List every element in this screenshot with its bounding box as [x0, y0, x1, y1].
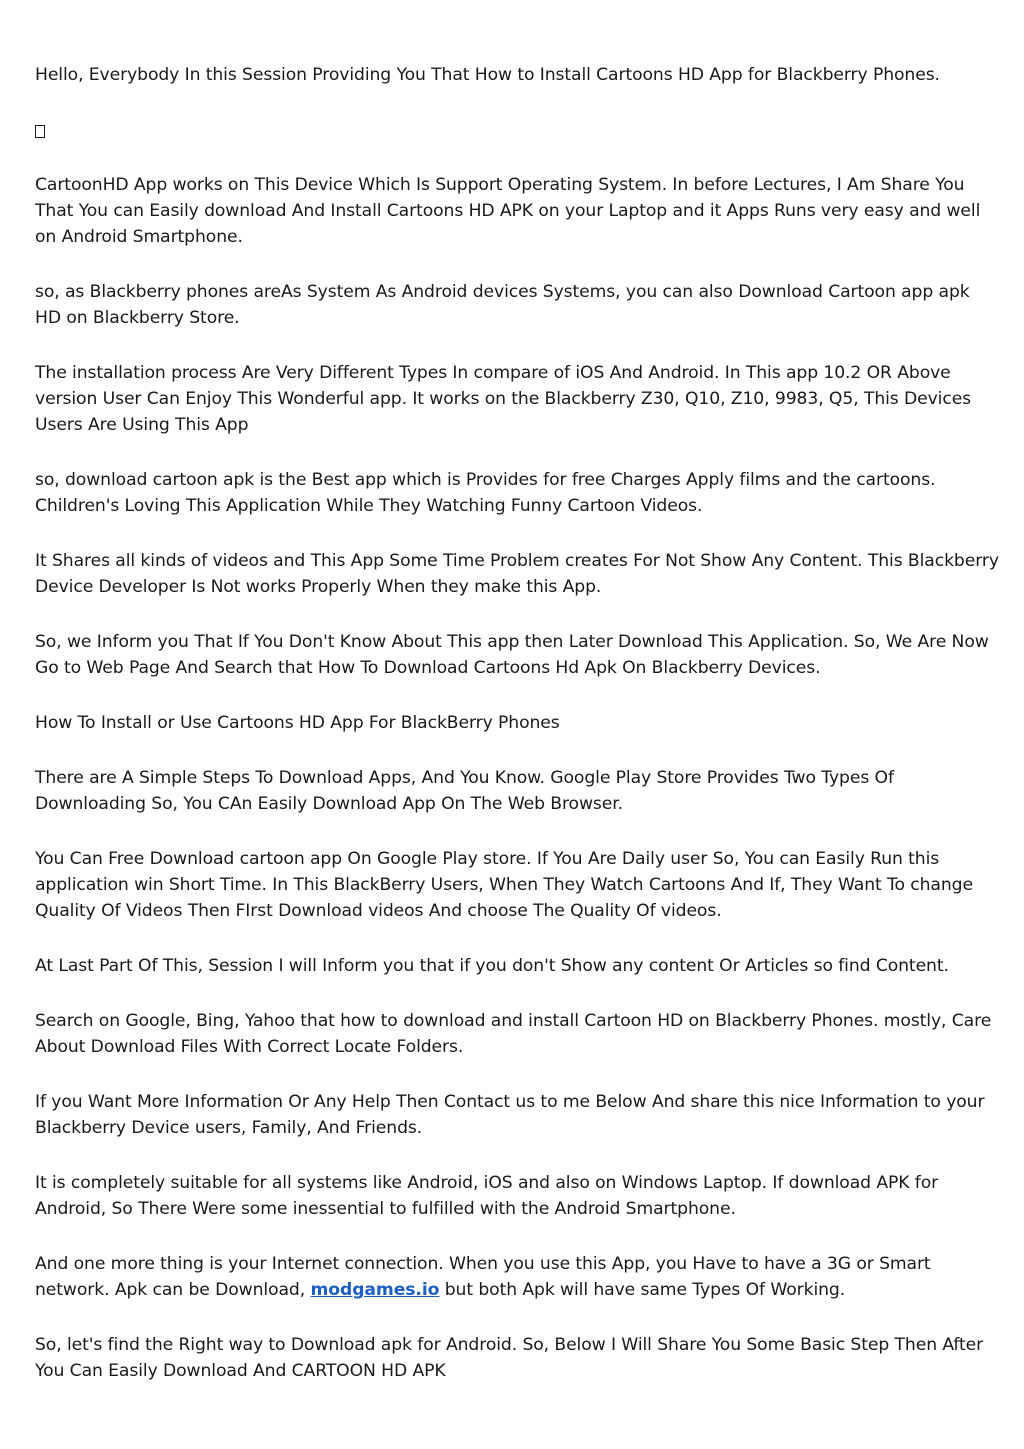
paragraph-2: CartoonHD App works on This Device Which Is Support Operating System. In before Lectures, I Am Share You That You can Easily download And Install Cartoons HD APK on your Laptop and it Apps Runs very easy and well on Android Smartphone. [35, 175, 981, 247]
paragraph-4: The installation process Are Very Different Types In compare of iOS And Android. In This app 10.2 OR Above version User Can Enjoy This Wonderful app. It works on the Blackberry Z30, Q10, Z10, 9983, Q5, This Devices Users Are Using This App [35, 363, 972, 435]
paragraph-9: There are A Simple Steps To Download Apps, And You Know. Google Play Store Provides Two Types Of Downloading So, You CAn Easily Download App On The Web Browser. [35, 768, 894, 814]
paragraph-6: It Shares all kinds of videos and This App Some Time Problem creates For Not Show Any Content. This Blackberry Device Developer Is Not works Properly When they make this App. [35, 551, 999, 597]
section-heading: How To Install or Use Cartoons HD App For BlackBerry Phones [35, 713, 560, 733]
placeholder-glyph [35, 117, 1000, 143]
modgames-link[interactable]: modgames.io [310, 1280, 440, 1300]
paragraph-15 [35, 1251, 1000, 1303]
paragraph-7: So, we Inform you That If You Don't Know About This app then Later Download This Application. So, We Are Now Go to Web Page And Search that How To Download Cartoons Hd Apk On Blackberry Devices. [35, 632, 989, 678]
paragraph-11: At Last Part Of This, Session I will Inform you that if you don't Show any content Or Articles so find Content. [35, 956, 949, 976]
paragraph-intro: Hello, Everybody In this Session Providing You That How to Install Cartoons HD App for Blackberry Phones. [35, 65, 940, 85]
paragraph-3: so, as Blackberry phones areAs System As Android devices Systems, you can also Download Cartoon app apk HD on Blackberry Store. [35, 282, 970, 328]
paragraph-15-text-before: And one more thing is your Internet connection. When you use this App, you Have to have a 3G or Smart network. Apk can be Download, [35, 1254, 931, 1300]
paragraph-15-text-after: but both Apk will have same Types Of Working. [444, 1280, 846, 1300]
paragraph-16: So, let's find the Right way to Download apk for Android. So, Below I Will Share You Some Basic Step Then After You Can Easily Download And CARTOON HD APK [35, 1335, 984, 1381]
paragraph-12: Search on Google, Bing, Yahoo that how to download and install Cartoon HD on Blackberry Phones. mostly, Care About Download Files With Correct Locate Folders. [35, 1011, 992, 1057]
paragraph-14: It is completely suitable for all systems like Android, iOS and also on Windows Laptop. If download APK for Android, So There Were some inessential to fulfilled with the Android Smartphone. [35, 1173, 939, 1219]
missing-glyph-box [35, 125, 45, 138]
paragraph-13: If you Want More Information Or Any Help Then Contact us to me Below And share this nice Information to your Blackberry Device users, Family, And Friends. [35, 1092, 985, 1138]
paragraph-5: so, download cartoon apk is the Best app which is Provides for free Charges Apply films and the cartoons. Children's Loving This Application While They Watching Funny Cartoon Videos. [35, 470, 936, 516]
document-body [35, 62, 1000, 1413]
paragraph-10: You Can Free Download cartoon app On Google Play store. If You Are Daily user So, You can Easily Run this application win Short Time. In This BlackBerry Users, When They Watch Cartoons And If, They Want To change Quality Of Videos Then FIrst Download videos And choose The Quality Of videos. [35, 849, 973, 921]
